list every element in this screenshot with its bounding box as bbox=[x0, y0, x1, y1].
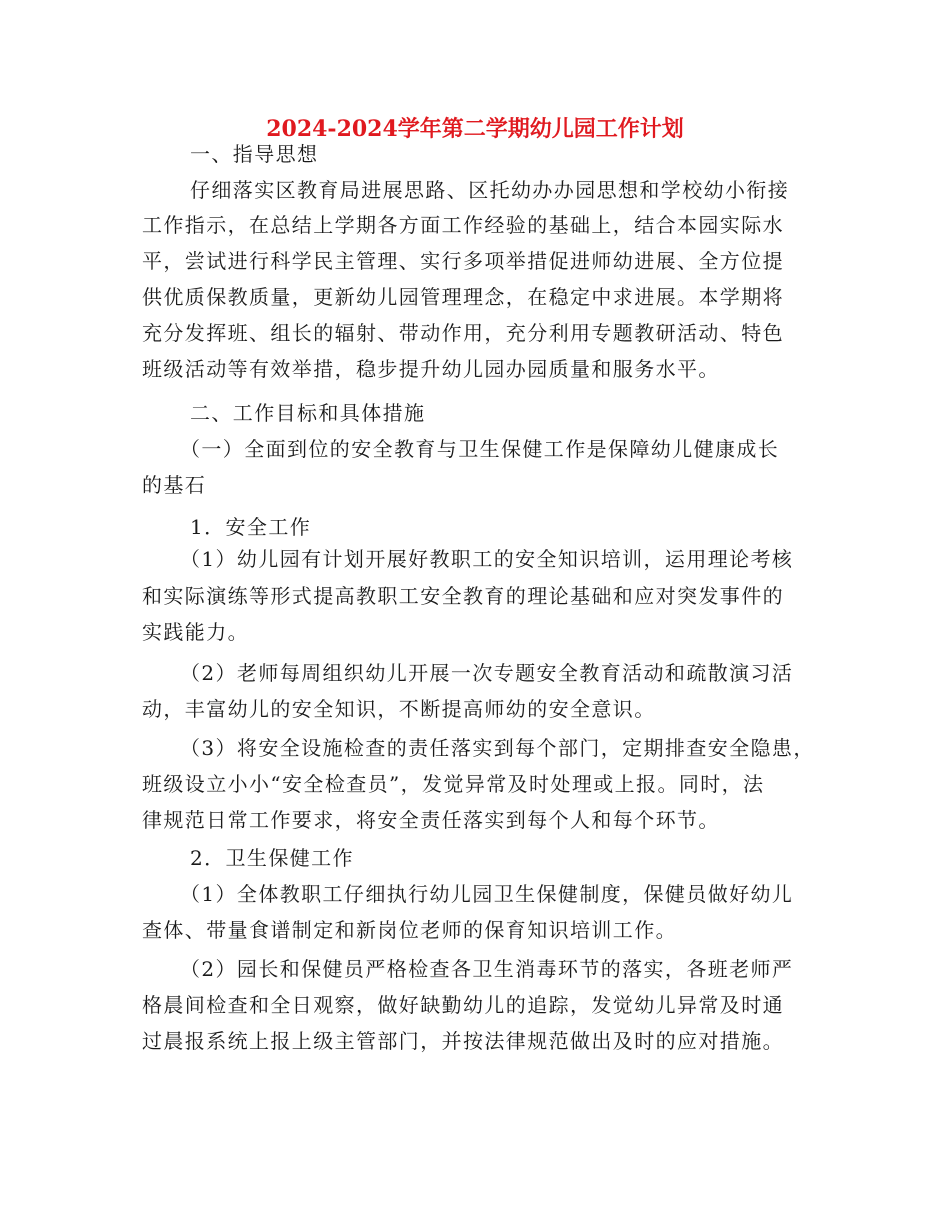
paragraph-line: （2）园长和保健员严格检查各卫生消毒环节的落实，各班老师严 bbox=[180, 957, 794, 981]
paragraph-line: 充分发挥班、组长的辐射、带动作用，充分利用专题教研活动、特色 bbox=[142, 321, 784, 345]
paragraph-line: 查体、带量食谱制定和新岗位老师的保育知识培训工作。 bbox=[142, 918, 677, 942]
paragraph-line: 格晨间检查和全日观察，做好缺勤幼儿的追踪，发觉幼儿异常及时通 bbox=[142, 993, 784, 1017]
heading-guiding-ideology: 一、指导思想 bbox=[190, 142, 319, 166]
paragraph-line: 班级设立小小“安全检查员”，发觉异常及时处理或上报。同时，法 bbox=[142, 772, 765, 796]
document-title: 2024-2024学年第二学期幼儿园工作计划 bbox=[266, 116, 684, 142]
paragraph-line: （1）幼儿园有计划开展好教职工的安全知识培训，运用理论考核 bbox=[180, 547, 794, 571]
heading-goals-measures: 二、工作目标和具体措施 bbox=[190, 401, 426, 425]
paragraph-line: 过晨报系统上报上级主管部门，并按法律规范做出及时的应对措施。 bbox=[142, 1029, 784, 1053]
subheading-safety-work: 1．安全工作 bbox=[190, 515, 312, 539]
subheading-health-work: 2．卫生保健工作 bbox=[190, 846, 354, 870]
paragraph-line: 仔细落实区教育局进展思路、区托幼办办园思想和学校幼小衔接 bbox=[190, 178, 790, 202]
paragraph-line: 动，丰富幼儿的安全知识，不断提高师幼的安全意识。 bbox=[142, 697, 656, 721]
subheading-safety-health: （一）全面到位的安全教育与卫生保健工作是保障幼儿健康成长 bbox=[180, 437, 780, 461]
paragraph-line: （2）老师每周组织幼儿开展一次专题安全教育活动和疏散演习活 bbox=[180, 661, 794, 685]
paragraph-line: （1）全体教职工仔细执行幼儿园卫生保健制度，保健员做好幼儿 bbox=[180, 882, 794, 906]
paragraph-line: 律规范日常工作要求，将安全责任落实到每个人和每个环节。 bbox=[142, 808, 720, 832]
paragraph-line: （3）将安全设施检查的责任落实到每个部门，定期排查安全隐患， bbox=[180, 736, 815, 760]
paragraph-line: 工作指示，在总结上学期各方面工作经验的基础上，结合本园实际水 bbox=[142, 213, 784, 237]
paragraph-line: 和实际演练等形式提高教职工安全教育的理论基础和应对突发事件的 bbox=[142, 584, 784, 608]
paragraph-line: 实践能力。 bbox=[142, 620, 249, 644]
paragraph-line: 平，尝试进行科学民主管理、实行多项举措促进师幼进展、全方位提 bbox=[142, 249, 784, 273]
paragraph-line: 供优质保教质量，更新幼儿园管理理念，在稳定中求进展。本学期将 bbox=[142, 285, 784, 309]
paragraph-line: 班级活动等有效举措，稳步提升幼儿园办园质量和服务水平。 bbox=[142, 357, 720, 381]
paragraph-line: 的基石 bbox=[142, 473, 207, 497]
